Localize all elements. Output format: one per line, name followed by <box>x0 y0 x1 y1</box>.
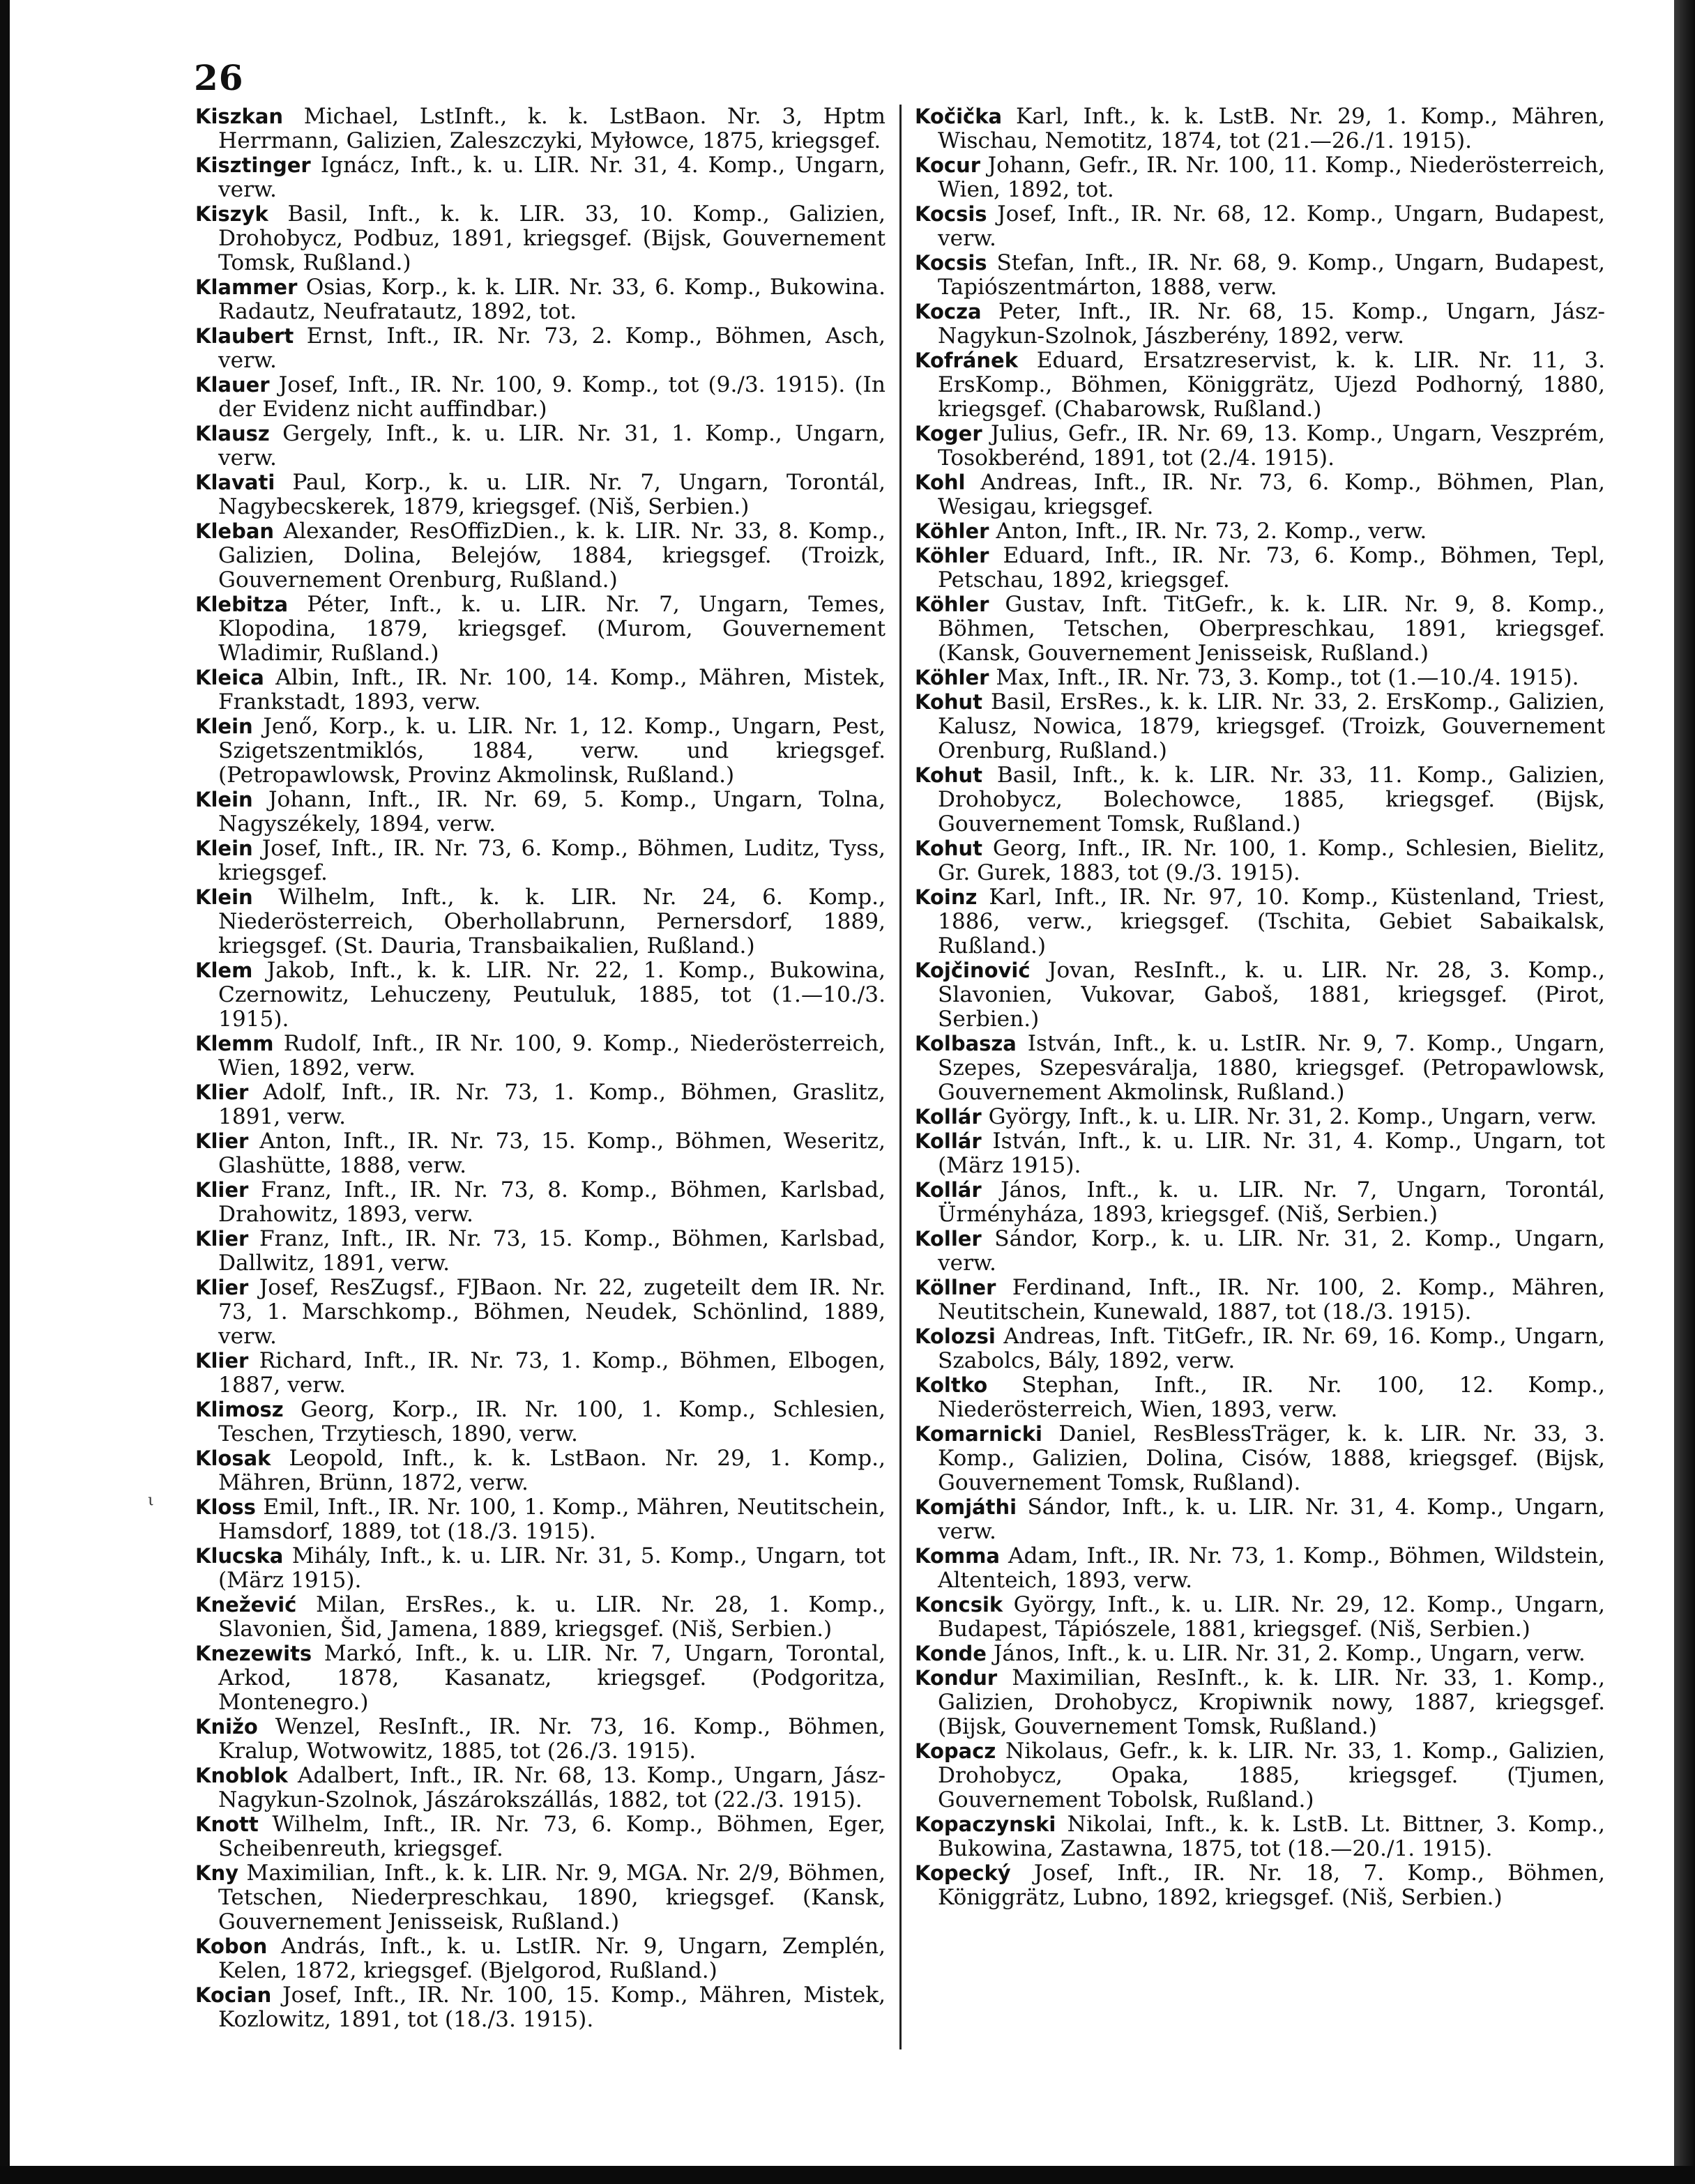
entry-surname: Köhler <box>915 544 989 567</box>
entry-details: Milan, ErsRes., k. u. LIR. Nr. 28, 1. Komp., Slavonien, Šid, Jamena, 1889, kriegsgef. (Niš, Serbien.) <box>218 1592 885 1642</box>
entry-surname: Klavati <box>195 471 275 494</box>
entry-details: Basil, Inft., k. k. LIR. Nr. 33, 11. Komp., Galizien, Drohobycz, Bolechowce, 1885, kriegsgef. (Bijsk, Gouvernement Tomsk, Rußland.) <box>938 763 1605 837</box>
entry <box>915 1812 1605 1861</box>
entry-details: Gergely, Inft., k. u. LIR. Nr. 31, 1. Komp., Ungarn, verw. <box>218 421 885 471</box>
entry-surname: Kolozsi <box>915 1324 996 1348</box>
entry <box>915 1276 1605 1324</box>
entry <box>195 1349 885 1398</box>
entry <box>195 1642 885 1715</box>
entry-details: György, Inft., k. u. LIR. Nr. 29, 12. Komp., Ungarn, Budapest, Tápiószele, 1881, kriegsgef. (Niš, Serbien.) <box>938 1592 1605 1642</box>
entry-surname: Klein <box>195 788 253 811</box>
entry-surname: Kondur <box>915 1666 998 1690</box>
entry <box>195 837 885 885</box>
entry-surname: Kopaczynski <box>915 1812 1056 1836</box>
entry <box>195 1544 885 1593</box>
entry <box>915 763 1605 837</box>
entry <box>915 1666 1605 1739</box>
entry-details: Josef, Inft., IR. Nr. 100, 15. Komp., Mähren, Mistek, Kozlowitz, 1891, tot (18./3. 1915). <box>218 1983 886 2032</box>
entry <box>915 959 1605 1032</box>
entry-details: Johann, Gefr., IR. Nr. 100, 11. Komp., Niederösterreich, Wien, 1892, tot. <box>938 153 1605 202</box>
entry <box>195 1495 885 1544</box>
entry <box>195 1227 885 1276</box>
entry-details: Jakob, Inft., k. k. LIR. Nr. 22, 1. Komp., Bukowina, Czernowitz, Lehuczeny, Peutuluk, 1885, tot (1.—10./3. 1915). <box>218 958 885 1032</box>
entry <box>915 544 1605 593</box>
entry <box>195 1764 885 1812</box>
entry-details: Leopold, Inft., k. k. LstBaon. Nr. 29, 1. Komp., Mähren, Brünn, 1872, verw. <box>218 1446 885 1495</box>
entry-surname: Knoblok <box>195 1764 288 1787</box>
entry-details: Emil, Inft., IR. Nr. 100, 1. Komp., Mähren, Neutitschein, Hamsdorf, 1889, tot (18./3. 1915). <box>218 1495 885 1544</box>
entry <box>195 1934 885 1983</box>
entry <box>915 1593 1605 1642</box>
entry-surname: Klauer <box>195 373 270 397</box>
entry-surname: Kleica <box>195 666 264 689</box>
entry-surname: Klem <box>195 959 253 982</box>
entry-details: Jovan, ResInft., k. u. LIR. Nr. 28, 3. Komp., Slavonien, Vukovar, Gaboš, 1881, kriegsgef. (Pirot, Serbien.) <box>938 958 1605 1032</box>
entry-details: György, Inft., k. u. LIR. Nr. 31, 2. Komp., Ungarn, verw. <box>988 1104 1597 1129</box>
scan-edge-bottom <box>0 2166 1695 2184</box>
entry <box>915 300 1605 349</box>
entry-surname: Komjáthi <box>915 1495 1017 1519</box>
page-number: 26 <box>194 57 244 98</box>
entry <box>195 1129 885 1178</box>
left-column <box>195 105 885 2032</box>
entry-surname: Kocza <box>915 300 982 323</box>
entry <box>195 105 885 153</box>
entry <box>195 275 885 324</box>
entry-details: Eduard, Ersatzreservist, k. k. LIR. Nr. 11, 3. ErsKomp., Böhmen, Königgrätz, Ujezd Podhorný, 1880, kriegsgef. (Chabarowsk, Rußland.) <box>938 348 1605 422</box>
entry-surname: Klier <box>195 1276 249 1299</box>
entry <box>915 1373 1605 1422</box>
entry <box>195 885 885 959</box>
entry <box>915 1642 1605 1666</box>
entry-details: Markó, Inft., k. u. LIR. Nr. 7, Ungarn, Torontal, Arkod, 1878, Kasanatz, kriegsgef. (Podgoritza, Montenegro.) <box>218 1641 885 1715</box>
entry-details: Josef, Inft., IR. Nr. 68, 12. Komp., Ungarn, Budapest, verw. <box>938 201 1605 251</box>
entry <box>915 1129 1605 1178</box>
entry-details: Daniel, ResBlessTräger, k. k. LIR. Nr. 33, 3. Komp., Galizien, Dolina, Cisów, 1888, kriegsgef. (Bijsk, Gouvernement Tomsk, Rußland). <box>938 1421 1605 1495</box>
entry-surname: Kollár <box>915 1129 982 1153</box>
entry-surname: Kočička <box>915 105 1003 128</box>
entry-surname: Klemm <box>195 1032 274 1055</box>
entry-surname: Kofránek <box>915 349 1018 372</box>
entry <box>915 519 1605 544</box>
entry <box>195 1080 885 1129</box>
entry-details: Josef, ResZugsf., FJBaon. Nr. 22, zugeteilt dem IR. Nr. 73, 1. Marschkomp., Böhmen, Neudek, Schönlind, 1889, verw. <box>218 1275 885 1349</box>
entry-details: Ferdinand, Inft., IR. Nr. 100, 2. Komp., Mähren, Neutitschein, Kunewald, 1887, tot (18./3. 1915). <box>938 1275 1605 1324</box>
entry-details: Basil, Inft., k. k. LIR. 33, 10. Komp., Galizien, Drohobycz, Podbuz, 1891, kriegsgef. (Bijsk, Gouvernement Tomsk, Rußland.) <box>218 201 885 275</box>
entry-details: Georg, Korp., IR. Nr. 100, 1. Komp., Schlesien, Teschen, Trzytiesch, 1890, verw. <box>218 1397 885 1446</box>
entry <box>195 1032 885 1080</box>
entry-surname: Klier <box>195 1227 249 1251</box>
entry-details: Nikolai, Inft., k. k. LstB. Lt. Bittner, 3. Komp., Bukowina, Zastawna, 1875, tot (18.—20./1. 1915). <box>938 1812 1605 1861</box>
entry-surname: Köllner <box>915 1276 996 1299</box>
entry-details: Adolf, Inft., IR. Nr. 73, 1. Komp., Böhmen, Graslitz, 1891, verw. <box>218 1080 885 1129</box>
entry-details: Andreas, Inft., IR. Nr. 73, 6. Komp., Böhmen, Plan, Wesigau, kriegsgef. <box>938 470 1605 519</box>
entry-details: Maximilian, ResInft., k. k. LIR. Nr. 33, 1. Komp., Galizien, Drohobycz, Kropiwnik nowy, 1887, kriegsgef. (Bijsk, Gouvernement Tomsk, Rußland.) <box>938 1665 1605 1739</box>
entry <box>195 422 885 471</box>
entry-details: Adam, Inft., IR. Nr. 73, 1. Komp., Böhmen, Wildstein, Altenteich, 1893, verw. <box>938 1543 1605 1593</box>
entry-surname: Kollár <box>915 1178 982 1202</box>
margin-mark: ι <box>148 1492 154 1509</box>
entry-surname: Köhler <box>915 593 989 616</box>
entry <box>915 1227 1605 1276</box>
entry-details: Mihály, Inft., k. u. LIR. Nr. 31, 5. Komp., Ungarn, tot (März 1915). <box>218 1543 886 1593</box>
entry-details: Anton, Inft., IR. Nr. 73, 15. Komp., Böhmen, Weseritz, Glashütte, 1888, verw. <box>218 1129 885 1178</box>
entry <box>915 202 1605 251</box>
entry <box>195 1812 885 1861</box>
entry <box>195 1983 885 2032</box>
entry-details: Richard, Inft., IR. Nr. 73, 1. Komp., Böhmen, Elbogen, 1887, verw. <box>218 1348 885 1398</box>
entry-details: János, Inft., k. u. LIR. Nr. 7, Ungarn, Torontál, Ürményháza, 1893, kriegsgef. (Niš, Serbien.) <box>938 1177 1605 1227</box>
right-column <box>915 105 1605 1910</box>
entry-details: Michael, LstInft., k. k. LstBaon. Nr. 3, Hptm Herrmann, Galizien, Zaleszczyki, Myłowce, 1875, kriegsgef. <box>218 104 885 153</box>
entry-surname: Klucska <box>195 1544 284 1568</box>
entry-surname: Komma <box>915 1544 1000 1568</box>
entry-details: Stephan, Inft., IR. Nr. 100, 12. Komp., Niederösterreich, Wien, 1893, verw. <box>938 1373 1605 1422</box>
entry-surname: Kocsis <box>915 202 987 226</box>
entry <box>915 1861 1605 1910</box>
entry <box>195 471 885 519</box>
entry-details: Max, Inft., IR. Nr. 73, 3. Komp., tot (1.—10./4. 1915). <box>996 665 1579 690</box>
entry-surname: Kopacz <box>915 1739 996 1763</box>
entry <box>195 1398 885 1446</box>
entry <box>915 1324 1605 1373</box>
entry-surname: Klebitza <box>195 593 289 616</box>
entry-details: Josef, Inft., IR. Nr. 18, 7. Komp., Böhmen, Königgrätz, Lubno, 1892, kriegsgef. (Niš, Serbien.) <box>938 1861 1605 1910</box>
entry-details: Karl, Inft., IR. Nr. 97, 10. Komp., Küstenland, Triest, 1886, verw., kriegsgef. (Tschita, Gebiet Sabaikalsk, Rußland.) <box>938 885 1605 959</box>
entry-surname: Kohl <box>915 471 966 494</box>
entry <box>915 1495 1605 1544</box>
entry-surname: Koltko <box>915 1373 988 1397</box>
entry-details: Wilhelm, Inft., IR. Nr. 73, 6. Komp., Böhmen, Eger, Scheibenreuth, kriegsgef. <box>218 1812 885 1861</box>
entry-details: Andreas, Inft. TitGefr., IR. Nr. 69, 16. Komp., Ungarn, Szabolcs, Bály, 1892, verw. <box>938 1324 1605 1373</box>
entry <box>195 1715 885 1764</box>
entry <box>915 593 1605 666</box>
entry <box>915 1105 1605 1129</box>
entry-details: Nikolaus, Gefr., k. k. LIR. Nr. 33, 1. Komp., Galizien, Drohobycz, Opaka, 1885, kriegsgef. (Tjumen, Gouvernement Tobolsk, Rußland.) <box>938 1739 1605 1812</box>
entry <box>195 715 885 788</box>
entry-surname: Kobon <box>195 1934 268 1958</box>
entry-surname: Klier <box>195 1349 249 1373</box>
entry <box>915 153 1605 202</box>
entry-details: István, Inft., k. u. LIR. Nr. 31, 4. Komp., Ungarn, tot (März 1915). <box>938 1129 1605 1178</box>
entry-surname: Köhler <box>915 519 989 543</box>
entry-surname: Koncsik <box>915 1593 1003 1617</box>
entry-details: Josef, Inft., IR. Nr. 73, 6. Komp., Böhmen, Luditz, Tyss, kriegsgef. <box>218 836 885 885</box>
entry-surname: Kohut <box>915 763 983 787</box>
entry-details: Stefan, Inft., IR. Nr. 68, 9. Komp., Ungarn, Budapest, Tapiószentmárton, 1888, verw. <box>938 250 1605 300</box>
entry-details: Paul, Korp., k. u. LIR. Nr. 7, Ungarn, Torontál, Nagybecskerek, 1879, kriegsgef. (Niš, Serbien.) <box>218 470 885 519</box>
entry <box>195 324 885 373</box>
entry <box>915 690 1605 763</box>
entry-surname: Knežević <box>195 1593 297 1617</box>
entry-surname: Klein <box>195 715 253 738</box>
entry-details: Maximilian, Inft., k. k. LIR. Nr. 9, MGA. Nr. 2/9, Böhmen, Tetschen, Niederpreschkau, 1890, kriegsgef. (Kansk, Gouvernement Jenisseisk, Rußland.) <box>218 1861 885 1934</box>
entry-details: Georg, Inft., IR. Nr. 100, 1. Komp., Schlesien, Bielitz, Gr. Gurek, 1883, tot (9./3. 1915). <box>938 836 1605 885</box>
entry <box>915 1544 1605 1593</box>
entry-details: Albin, Inft., IR. Nr. 100, 14. Komp., Mähren, Mistek, Frankstadt, 1893, verw. <box>218 665 885 715</box>
entry-details: Osias, Korp., k. k. LIR. Nr. 33, 6. Komp., Bukowina. Radautz, Neufratautz, 1892, tot. <box>218 275 885 324</box>
entry-surname: Köhler <box>915 666 989 689</box>
entry <box>915 1178 1605 1227</box>
entry-surname: Kolbasza <box>915 1032 1017 1055</box>
entry-surname: Knott <box>195 1812 259 1836</box>
entry-details: Sándor, Korp., k. u. LIR. Nr. 31, 2. Komp., Ungarn, verw. <box>938 1226 1605 1276</box>
entry-surname: Klier <box>195 1178 249 1202</box>
entry-details: Johann, Inft., IR. Nr. 69, 5. Komp., Ungarn, Tolna, Nagyszékely, 1894, verw. <box>218 787 885 837</box>
entry <box>915 666 1605 690</box>
entry <box>195 153 885 202</box>
entry-details: Ernst, Inft., IR. Nr. 73, 2. Komp., Böhmen, Asch, verw. <box>218 323 885 373</box>
entry <box>915 1422 1605 1495</box>
entry <box>915 105 1605 153</box>
entry <box>195 1861 885 1934</box>
entry-surname: Konde <box>915 1642 987 1665</box>
entry-surname: Komarnicki <box>915 1422 1042 1446</box>
entry <box>195 666 885 715</box>
entry-surname: Kiszyk <box>195 202 268 226</box>
entry-surname: Kohut <box>915 837 983 860</box>
entry <box>195 788 885 837</box>
entry <box>915 422 1605 471</box>
entry-details: Alexander, ResOffizDien., k. k. LIR. Nr. 33, 8. Komp., Galizien, Dolina, Belejów, 1884, kriegsgef. (Troizk, Gouvernement Orenburg, Rußland.) <box>218 519 885 593</box>
entry <box>915 349 1605 422</box>
entry-surname: Kisztinger <box>195 153 311 177</box>
entry <box>915 885 1605 959</box>
entry-surname: Koinz <box>915 885 978 909</box>
entry <box>195 373 885 422</box>
entry-details: Gustav, Inft. TitGefr., k. k. LIR. Nr. 9, 8. Komp., Böhmen, Tetschen, Oberpreschkau, 1891, kriegsgef. (Kansk, Gouvernement Jenisseisk, Rußland.) <box>938 592 1605 666</box>
entry-surname: Klein <box>195 837 253 860</box>
entry-details: Rudolf, Inft., IR Nr. 100, 9. Komp., Niederösterreich, Wien, 1892, verw. <box>218 1031 885 1080</box>
entry <box>915 471 1605 519</box>
entry-surname: Kocur <box>915 153 981 177</box>
entry-details: Julius, Gefr., IR. Nr. 69, 13. Komp., Ungarn, Veszprém, Tosokberénd, 1891, tot (2./4. 1915). <box>938 421 1605 471</box>
entry-details: Wilhelm, Inft., k. k. LIR. Nr. 24, 6. Komp., Niederösterreich, Oberhollabrunn, Pernersdorf, 1889, kriegsgef. (St. Dauria, Transbaikalien, Rußland.) <box>218 885 885 959</box>
entry-details: Jenő, Korp., k. u. LIR. Nr. 1, 12. Komp., Ungarn, Pest, Szigetszentmiklós, 1884, verw. und kriegsgef. (Petropawlowsk, Provinz Akmolinsk, Rußland.) <box>218 714 886 788</box>
entry-details: Josef, Inft., IR. Nr. 100, 9. Komp., tot (9./3. 1915). (In der Evidenz nicht auffindbar.) <box>218 372 886 422</box>
entry <box>195 1178 885 1227</box>
entry-surname: Kocsis <box>915 251 987 275</box>
entry-details: Franz, Inft., IR. Nr. 73, 8. Komp., Böhmen, Karlsbad, Drahowitz, 1893, verw. <box>218 1177 885 1227</box>
entry-surname: Kloss <box>195 1495 256 1519</box>
entry-surname: Klaubert <box>195 324 294 348</box>
column-divider <box>899 105 902 2049</box>
entry-details: Ignácz, Inft., k. u. LIR. Nr. 31, 4. Komp., Ungarn, verw. <box>218 153 885 202</box>
scan-edge-left <box>0 0 10 2184</box>
entry <box>195 1446 885 1495</box>
entry <box>915 837 1605 885</box>
entry-details: Wenzel, ResInft., IR. Nr. 73, 16. Komp., Böhmen, Kralup, Wotwowitz, 1885, tot (26./3. 1915). <box>218 1714 885 1764</box>
entry-surname: Klosak <box>195 1446 271 1470</box>
entry-surname: Koger <box>915 422 982 445</box>
entry-surname: Klimosz <box>195 1398 284 1421</box>
entry <box>915 1739 1605 1812</box>
entry-details: Franz, Inft., IR. Nr. 73, 15. Komp., Böhmen, Karlsbad, Dallwitz, 1891, verw. <box>218 1226 885 1276</box>
entry <box>195 959 885 1032</box>
entry-details: István, Inft., k. u. LstIR. Nr. 9, 7. Komp., Ungarn, Szepes, Szepesváralja, 1880, kriegsgef. (Petropawlowsk, Gouvernement Akmolinsk, Rußland.) <box>938 1031 1605 1105</box>
entry-surname: Kohut <box>915 690 983 714</box>
entry-details: Anton, Inft., IR. Nr. 73, 2. Komp., verw. <box>996 519 1427 544</box>
entry <box>195 1276 885 1349</box>
entry-surname: Kojčinović <box>915 959 1031 982</box>
entry-surname: Klein <box>195 885 253 909</box>
entry <box>195 593 885 666</box>
entry-surname: Klammer <box>195 275 298 299</box>
entry <box>195 519 885 593</box>
entry-details: Eduard, Inft., IR. Nr. 73, 6. Komp., Böhmen, Tepl, Petschau, 1892, kriegsgef. <box>938 543 1606 593</box>
entry-details: Sándor, Inft., k. u. LIR. Nr. 31, 4. Komp., Ungarn, verw. <box>938 1495 1605 1544</box>
entry-surname: Kleban <box>195 519 275 543</box>
entry <box>195 202 885 275</box>
entry-surname: Knezewits <box>195 1642 312 1665</box>
entry-surname: Klausz <box>195 422 270 445</box>
entry-details: Basil, ErsRes., k. k. LIR. Nr. 33, 2. ErsKomp., Galizien, Kalusz, Nowica, 1879, kriegsgef. (Troizk, Gouvernement Orenburg, Rußland.) <box>938 689 1605 763</box>
entry-surname: Koller <box>915 1227 982 1251</box>
scan-edge-right <box>1674 0 1695 2184</box>
entry-details: Karl, Inft., k. k. LstB. Nr. 29, 1. Komp., Mähren, Wischau, Nemotitz, 1874, tot (21.—26./1. 1915). <box>938 104 1605 153</box>
entry-surname: Kocian <box>195 1983 272 2007</box>
entry-details: Péter, Inft., k. u. LIR. Nr. 7, Ungarn, Temes, Klopodina, 1879, kriegsgef. (Murom, Gouvernement Wladimir, Rußland.) <box>218 592 885 666</box>
entry-surname: Klier <box>195 1080 249 1104</box>
entry-surname: Klier <box>195 1129 249 1153</box>
entry-surname: Kny <box>195 1861 239 1885</box>
entry-surname: Kollár <box>915 1105 982 1129</box>
entry-details: Adalbert, Inft., IR. Nr. 68, 13. Komp., Ungarn, Jász-Nagykun-Szolnok, Jászárokszállás, 1882, tot (22./3. 1915). <box>218 1763 885 1812</box>
entry <box>915 1032 1605 1105</box>
entry-details: András, Inft., k. u. LstIR. Nr. 9, Ungarn, Zemplén, Kelen, 1872, kriegsgef. (Bjelgorod, Rußland.) <box>218 1934 885 1983</box>
entry-surname: Kiszkan <box>195 105 284 128</box>
entry-surname: Kopecký <box>915 1861 1011 1885</box>
entry-surname: Knižo <box>195 1715 258 1739</box>
entry-details: János, Inft., k. u. LIR. Nr. 31, 2. Komp., Ungarn, verw. <box>993 1641 1586 1666</box>
entry <box>195 1593 885 1642</box>
entry <box>915 251 1605 300</box>
entry-details: Peter, Inft., IR. Nr. 68, 15. Komp., Ungarn, Jász-Nagykun-Szolnok, Jászberény, 1892, verw. <box>938 299 1605 349</box>
